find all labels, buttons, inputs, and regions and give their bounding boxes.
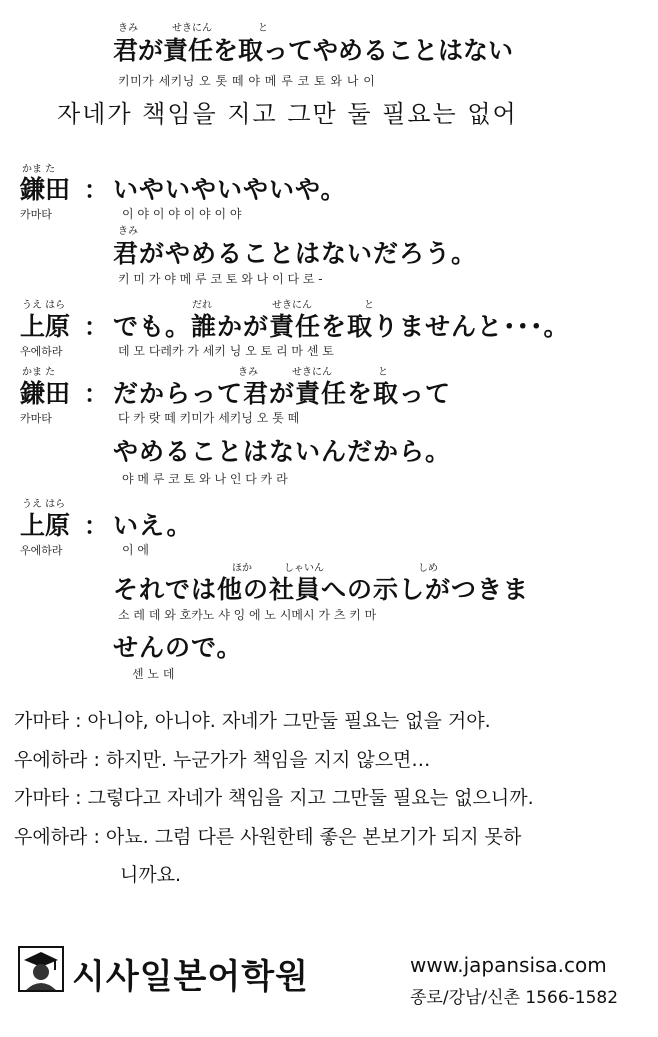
translation-sep: : <box>69 787 88 809</box>
line-furigana: せきにん <box>292 367 332 378</box>
dialogue-reading: 센 노 데 <box>132 667 175 681</box>
dialogue-line: でも。誰かが責任を取りませんと･･･。 <box>113 312 570 341</box>
dialogue-line: いえ。 <box>113 511 193 540</box>
speaker-name-kr: 카마타 <box>20 208 52 221</box>
translation-sep: : <box>87 826 106 848</box>
speaker-furigana: うえ はら <box>22 499 66 510</box>
translation-sep: : <box>69 710 88 732</box>
line-furigana: きみ <box>238 367 258 378</box>
dialogue-reading: 데 모 다레카 가 세키 닝 오 토 리 마 센 토 <box>118 344 334 358</box>
speaker-name-jp: 上原 <box>20 312 71 341</box>
speaker-furigana: かま た <box>22 367 56 378</box>
line-furigana: しめ <box>418 563 438 574</box>
graduate-cap-icon <box>18 946 64 992</box>
translation-text: 니까요. <box>120 864 182 886</box>
speaker-name-jp: 上原 <box>20 511 71 540</box>
line-furigana: せきにん <box>272 300 312 311</box>
website-link[interactable]: www.japansisa.com <box>410 953 607 977</box>
dialogue-reading: 소 레 데 와 호카노 샤 잉 에 노 시메시 가 츠 키 마 <box>118 608 377 622</box>
dialogue-line: 君がやめることはないだろう。 <box>113 239 478 268</box>
translation-line <box>14 745 430 772</box>
translation-sep: : <box>87 749 106 771</box>
speaker-name-kr: 카마타 <box>20 412 52 425</box>
speaker-colon: ： <box>84 313 108 341</box>
translation-text: 아뇨. 그럼 다른 사원한테 좋은 본보기가 되지 못하 <box>105 826 522 848</box>
school-name: 시사일본어학원 <box>72 957 309 997</box>
translation-speaker: 우에하라 <box>14 749 88 771</box>
title-reading: 키미가 세키닝 오 톳 떼 야 메 루 코 토 와 나 이 <box>118 74 376 88</box>
line-furigana: きみ <box>118 226 138 237</box>
dialogue-line: やめることはないんだから。 <box>113 437 452 466</box>
dialogue-reading: 다 카 랏 떼 키미가 세키닝 오 톳 떼 <box>118 411 300 425</box>
speaker-name-kr: 우에하라 <box>20 345 63 358</box>
speaker-colon: ： <box>84 176 108 204</box>
dialogue-reading: 야 메 루 코 토 와 나 인 다 카 라 <box>122 472 288 486</box>
dialogue-line: せんので。 <box>113 633 243 662</box>
translation-speaker: 가마타 <box>14 710 70 732</box>
translation-speaker: 가마타 <box>14 787 70 809</box>
speaker-colon: ： <box>84 380 108 408</box>
translation-line <box>14 783 534 810</box>
school-logo <box>18 946 64 996</box>
speaker-furigana: うえ はら <box>22 300 66 311</box>
dialogue-reading: 이 에 <box>122 543 149 557</box>
translation-speaker: 우에하라 <box>14 826 88 848</box>
line-furigana: しゃいん <box>284 563 324 574</box>
dialogue-line: それでは他の社員への示しがつきま <box>113 575 530 604</box>
line-furigana: ほか <box>232 563 252 574</box>
speaker-name-kr: 우에하라 <box>20 544 63 557</box>
speaker-colon: ： <box>84 512 108 540</box>
speaker-name-jp: 鎌田 <box>20 379 71 408</box>
title-furigana-sekinin: せきにん <box>172 23 212 34</box>
translation-text: 그렇다고 자네가 책임을 지고 그만둘 필요는 없으니까. <box>87 787 534 809</box>
dialogue-reading: 키 미 가 야 메 루 코 토 와 나 이 다 로 - <box>118 272 323 286</box>
line-furigana: と <box>378 367 388 378</box>
dialogue-line: だからって君が責任を取って <box>113 379 452 408</box>
translation-line <box>14 822 521 849</box>
dialogue-reading: 이 야 이 야 이 야 이 야 <box>122 207 242 221</box>
title-korean: 자네가 책임을 지고 그만 둘 필요는 없어 <box>57 100 518 128</box>
branch-phone: 종로/강남/신촌 1566-1582 <box>410 988 619 1008</box>
dialogue-line: いやいやいやいや。 <box>113 175 347 204</box>
translation-line <box>120 860 181 887</box>
translation-text: 하지만. 누군가가 책임을 지지 않으면… <box>105 749 431 771</box>
speaker-name-jp: 鎌田 <box>20 175 71 204</box>
translation-line <box>14 706 491 733</box>
speaker-furigana: かま た <box>22 164 56 175</box>
line-furigana: と <box>364 300 374 311</box>
line-furigana: だれ <box>192 300 212 311</box>
translation-text: 아니야, 아니야. 자네가 그만둘 필요는 없을 거야. <box>87 710 491 732</box>
title-furigana-to: と <box>258 23 268 34</box>
title-japanese: 君が責任を取ってやめることはない <box>113 36 514 65</box>
title-furigana-kimi: きみ <box>118 23 138 34</box>
